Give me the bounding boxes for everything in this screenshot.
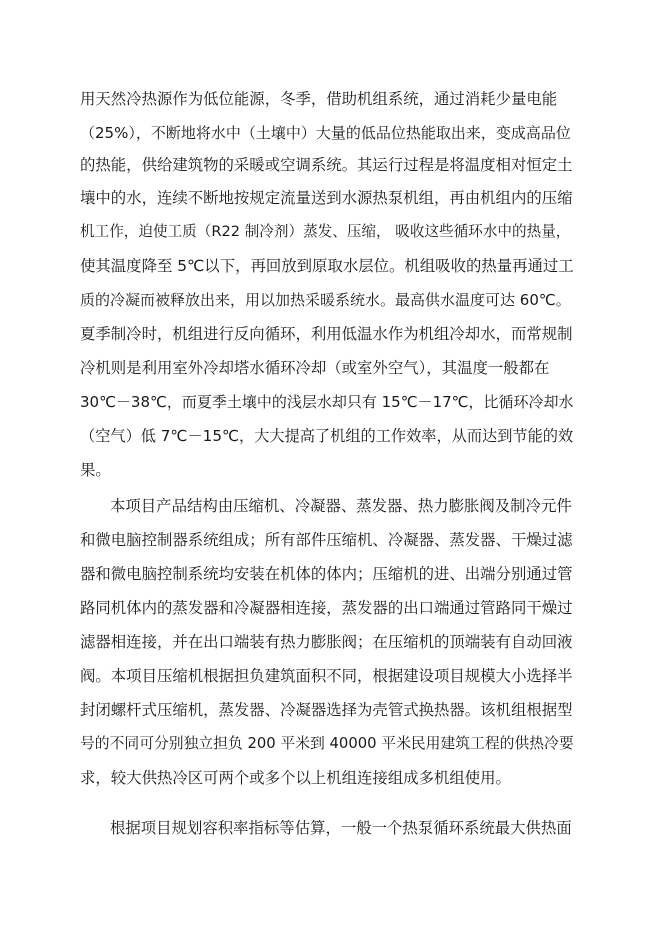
text-line: 冷机则是利用室外冷却塔水循环冷却（或室外空气），其温度一般都在 <box>80 359 550 377</box>
text-line: 使其温度降至 5℃以下，再回放到原取水层位。机组吸收的热量再通过工 <box>80 257 574 275</box>
text-line: 夏季制冷时，机组进行反向循环，利用低温水作为机组冷却水，而常规制 <box>80 325 573 343</box>
text-line: 和微电脑控制器系统组成；所有部件压缩机、冷凝器、蒸发器、干燥过滤 <box>80 531 573 549</box>
text-line: 质的冷凝而被释放出来，用以加热采暖系统水。最高供水温度可达 60℃。 <box>80 291 571 309</box>
text-line: 求，较大供热冷区可两个或多个以上机组连接组成多机组使用。 <box>80 769 511 787</box>
text-line: （空气）低 7℃－15℃，大大提高了机组的工作效率，从而达到节能的效 <box>80 427 574 445</box>
paragraph-first-line: 本项目产品结构由压缩机、冷凝器、蒸发器、热力膨胀阀及制冷元件 <box>110 497 572 515</box>
text-line: 用天然冷热源作为低位能源，冬季，借助机组系统，通过消耗少量电能 <box>80 90 558 108</box>
text-line: 机工作，迫使工质（R22 制冷剂）蒸发、压缩， 吸收这些循环水中的热量， <box>80 223 571 240</box>
text-line: 果。 <box>80 461 111 479</box>
text-line: （25%），不断地将水中（土壤中）大量的低品位热能取出来，变成高品位 <box>80 124 571 142</box>
text-line: 路同机体内的蒸发器和冷凝器相连接，蒸发器的出口端通过管路同干燥过 <box>80 599 573 617</box>
text-line: 的热能，供给建筑物的采暖或空调系统。其运行过程是将温度相对恒定土 <box>80 156 573 174</box>
text-line: 滤器相连接，并在出口端装有热力膨胀阀；在压缩机的顶端装有自动回液 <box>80 633 573 651</box>
text-line: 阀。本项目压缩机根据担负建筑面积不同，根据建设项目规模大小选择半 <box>80 667 573 685</box>
paragraph-first-line: 根据项目规划容积率指标等估算，一般一个热泵循环系统最大供热面 <box>110 819 572 837</box>
text-line: 封闭螺杆式压缩机，蒸发器、冷凝器选择为壳管式换热器。该机组根据型 <box>80 701 573 719</box>
text-line: 器和微电脑控制系统均安装在机体的体内；压缩机的进、出端分别通过管 <box>80 565 573 583</box>
text-line: 30℃－38℃，而夏季土壤中的浅层水却只有 15℃－17℃，比循环冷却水 <box>80 393 574 411</box>
text-line: 壤中的水，连续不断地按规定流量送到水源热泵机组，再由机组内的压缩 <box>80 189 573 207</box>
text-line: 号的不同可分别独立担负 200 平米到 40000 平米民用建筑工程的供热冷要 <box>80 735 574 752</box>
